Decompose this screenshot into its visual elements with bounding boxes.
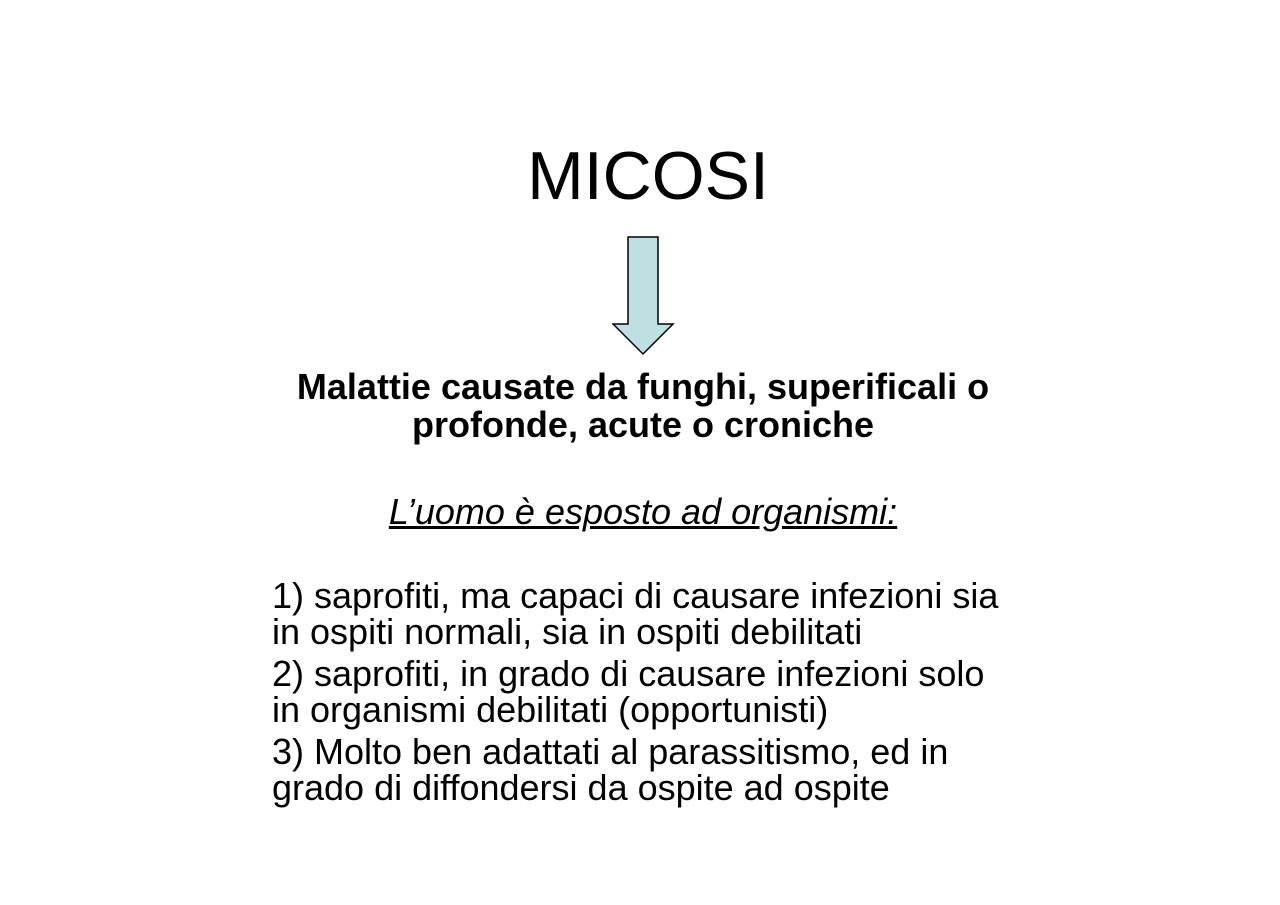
organism-list: [272, 575, 1032, 812]
list-item: 3) Molto ben adattati al parassitismo, ed in grado di diffondersi da ospite ad ospite: [272, 731, 949, 808]
down-arrow-icon: [612, 236, 676, 356]
list-item: 1) saprofiti, ma capaci di causare infezioni sia in ospiti normali, sia in ospiti debilitati: [272, 575, 999, 652]
list-item: 2) saprofiti, in grado di causare infezioni solo in organismi debilitati (opportunisti): [272, 653, 985, 730]
subheading-text: L’uomo è esposto ad organismi:: [388, 491, 898, 532]
down-arrow-shape: [613, 237, 673, 354]
slide-title: MICOSI: [527, 138, 769, 214]
definition-text: Malattie causate da funghi, superificali o profonde, acute o croniche: [296, 366, 990, 445]
